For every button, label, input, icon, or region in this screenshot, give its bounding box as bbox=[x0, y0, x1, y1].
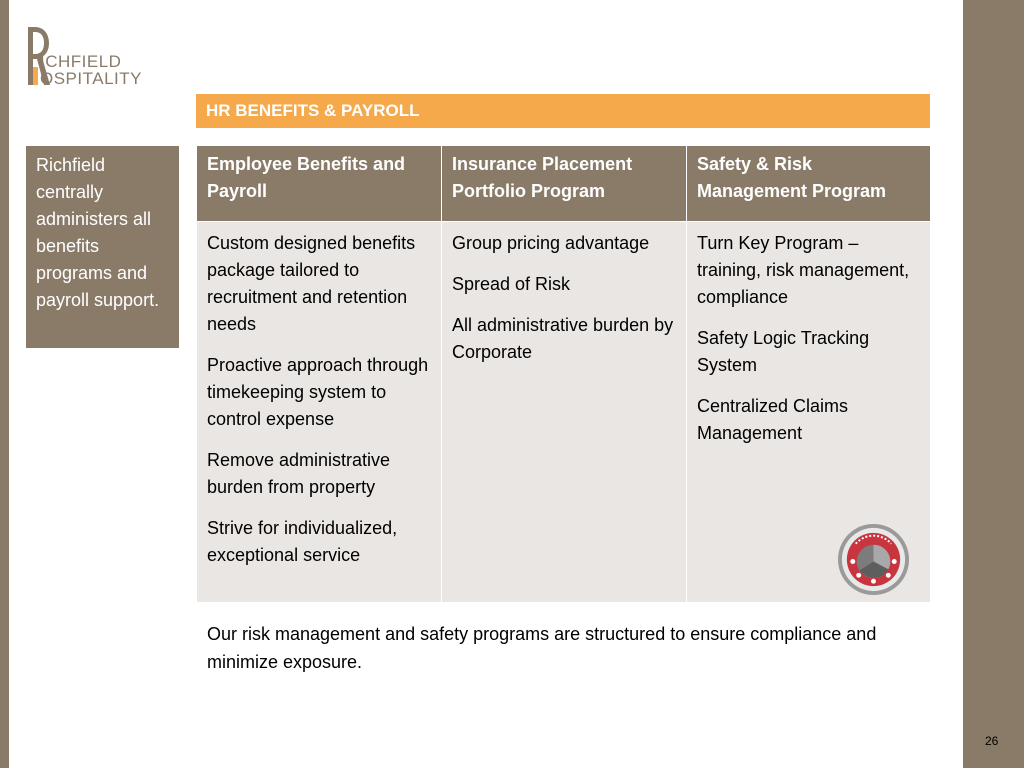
list-item: All administrative burden by Corporate bbox=[452, 315, 674, 362]
list-item: Spread of Risk bbox=[452, 274, 571, 294]
list-item: Strive for individualized, exceptional service bbox=[207, 518, 398, 565]
page-number: 26 bbox=[985, 734, 999, 748]
footnote: Our risk management and safety programs are structured to ensure compliance and minimize exposure. bbox=[207, 624, 877, 672]
table-cell-benefits bbox=[197, 222, 442, 603]
logo-line-1: ICHFIELD bbox=[40, 52, 122, 71]
column-header: Insurance Placement Portfolio Program bbox=[442, 146, 687, 222]
left-frame-bar bbox=[0, 0, 9, 768]
right-frame-bar bbox=[963, 0, 1024, 768]
logo-line-2: OSPITALITY bbox=[40, 69, 142, 88]
list-item: Safety Logic Tracking System bbox=[697, 328, 870, 375]
list-item: Turn Key Program – training, risk management, compliance bbox=[697, 233, 910, 307]
column-header: Safety & Risk Management Program bbox=[687, 146, 931, 222]
table-header-row bbox=[197, 146, 931, 222]
list-item: Group pricing advantage bbox=[452, 233, 650, 253]
table-cell-insurance bbox=[442, 222, 687, 603]
list-item: Custom designed benefits package tailored to recruitment and retention needs bbox=[207, 233, 416, 334]
column-header: Employee Benefits and Payroll bbox=[197, 146, 442, 222]
marketplace-badge-icon bbox=[836, 522, 911, 597]
list-item: Remove administrative burden from property bbox=[207, 450, 391, 497]
page-title: HR BENEFITS & PAYROLL bbox=[196, 94, 930, 128]
benefits-table bbox=[196, 145, 931, 603]
list-item: Proactive approach through timekeeping system to control expense bbox=[207, 355, 429, 429]
table-row bbox=[197, 222, 931, 603]
richfield-logo bbox=[25, 25, 165, 87]
side-note: Richfield centrally administers all benefits programs and payroll support. bbox=[26, 146, 179, 348]
list-item: Centralized Claims Management bbox=[697, 396, 849, 443]
logo-wordmark bbox=[40, 53, 142, 87]
